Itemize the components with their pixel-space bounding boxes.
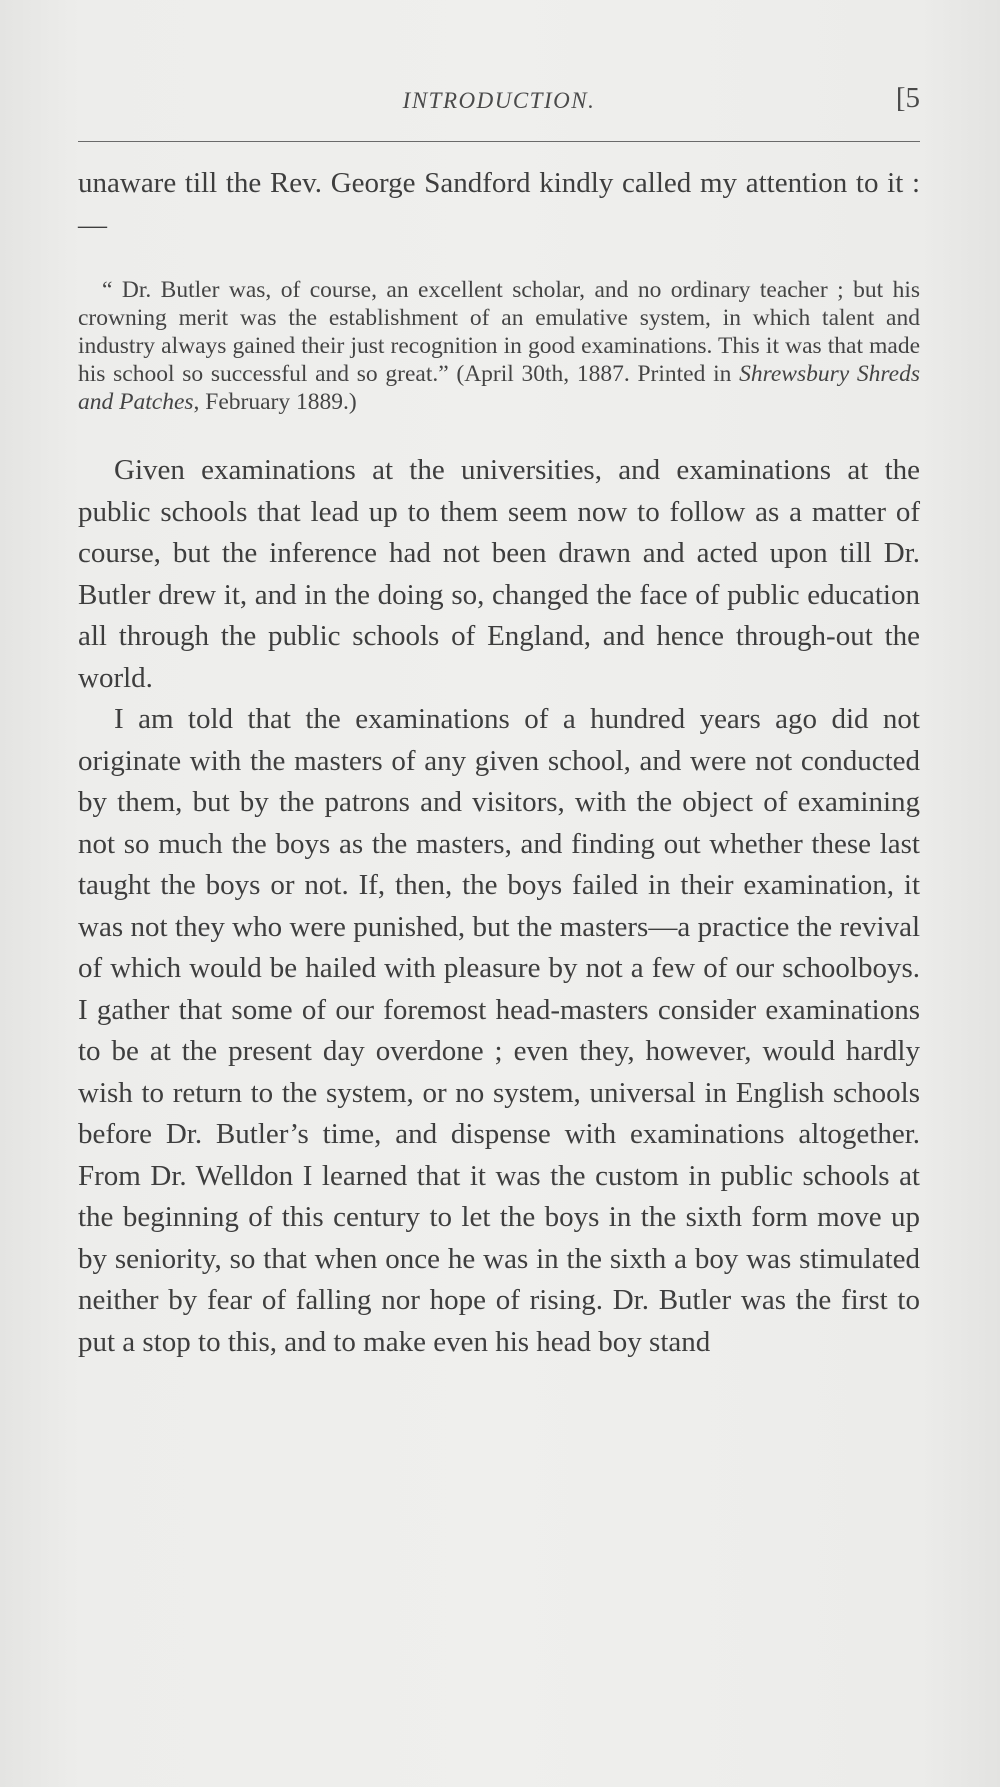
running-title: INTRODUCTION. <box>402 88 596 113</box>
page-number: [5 <box>895 82 920 114</box>
quote-text: “ Dr. Butler was, of course, an excellent scholar, and no ordinary teacher ; but his crowning merit was the establishment of an emulative system, in which talent and industry always gained their just recognition in good examinations. This it was that made his school so successful and so great.” (April 30th, 1887. Printed in <box>78 277 920 387</box>
paragraph-continued: unaware till the Rev. George Sandford kindly called my attention to it :— <box>78 167 920 241</box>
body-text <box>78 163 920 1363</box>
header-rule <box>78 141 920 142</box>
paragraph-examinations: Given examinations at the universities, and examinations at the public schools that lead up to them seem now to follow as a matter of course, but the inference had not been drawn and acted upon till Dr. Butler drew it, and in the doing so, changed the face of public education all through the public schools of England, and hence through-out the world. <box>78 454 920 694</box>
running-head <box>78 82 920 122</box>
quote-text-end: , February 1889.) <box>193 389 357 415</box>
paragraph-history: I am told that the examinations of a hundred years ago did not originate with the masters of any given school, and were not conducted by them, but by the patrons and visitors, with the object of examining not so much the boys as the masters, and finding out whether these last taught the boys or not. If, then, the boys failed in their examination, it was not they who were punished, but the masters—a practice the revival of which would be hailed with pleasure by not a few of our schoolboys. I gather that some of our foremost head-masters consider examinations to be at the present day overdone ; even they, however, would hardly wish to return to the system, or no system, universal in English schools before Dr. Butler’s time, and dispense with examinations altogether. From Dr. Welldon I learned that it was the custom in public schools at the beginning of this century to let the boys in the sixth form move up by seniority, so that when once he was in the sixth a boy was stimulated neither by fear of falling nor hope of rising. Dr. Butler was the first to put a stop to this, and to make even his head boy stand <box>78 703 920 1358</box>
block-quote <box>78 276 920 416</box>
quote-source-title: Shrewsbury Shreds and Patches <box>78 361 920 415</box>
